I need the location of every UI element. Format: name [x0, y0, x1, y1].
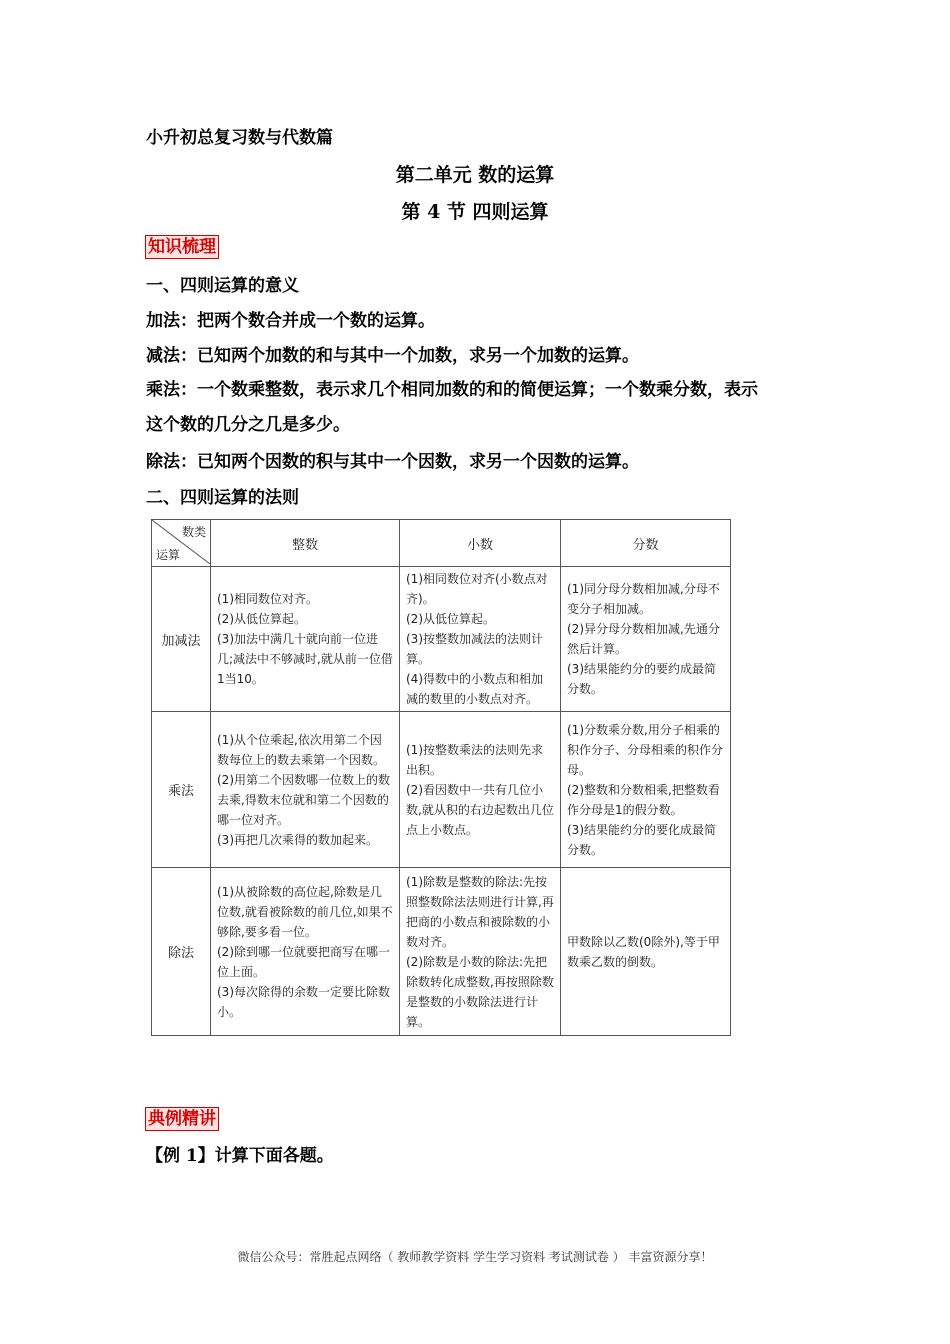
rule-item: (1)按整数乘法的法则先求出积。: [406, 742, 543, 777]
rule-item: (3)加法中满几十就向前一位进几;减法中不够减时,就从前一位借1当10。: [217, 632, 393, 686]
cell-integer: [211, 868, 400, 1036]
rule-item: (1)相同数位对齐(小数点对齐)。: [406, 572, 548, 606]
operation-rules-table: [151, 519, 731, 1036]
rule-item: (3)结果能约分的要约成最简分数。: [567, 662, 716, 696]
rule-item: (3)再把几次乘得的数加起来。: [217, 832, 378, 847]
cell-decimal: [400, 712, 561, 868]
unit-title: 第二单元 数的运算: [395, 164, 555, 186]
multiplication-definition-line1: 乘法：一个数乘整数，表示求几个相同加数的和的简便运算；一个数乘分数，表示: [146, 380, 758, 400]
multiplication-definition-line2: 这个数的几分之几是多少。: [146, 415, 350, 435]
subtraction-definition: 减法：已知两个加数的和与其中一个加数，求另一个加数的运算。: [146, 346, 639, 366]
cell-decimal: [400, 868, 561, 1036]
table-row: [152, 567, 731, 712]
table-corner-cell: [152, 520, 211, 567]
cell-integer: [211, 567, 400, 712]
row-label: 除法: [152, 868, 211, 1036]
rule-item: 甲数除以乙数(0除外),等于甲数乘乙数的倒数。: [567, 934, 720, 969]
tag-worked-examples: 典例精讲: [145, 1107, 219, 1131]
rule-item: (2)从低位算起。: [406, 612, 495, 626]
column-header-decimal: 小数: [400, 520, 561, 567]
table-header-row: [152, 520, 731, 567]
heading-meaning: 一、四则运算的意义: [146, 276, 299, 296]
rule-item: (2)除到哪一位就要把商写在哪一位上面。: [217, 944, 390, 979]
rule-item: (2)从低位算起。: [217, 612, 306, 626]
cell-fraction: [561, 567, 731, 712]
corner-label-number-type: 数类: [181, 525, 206, 539]
cell-decimal: [400, 567, 561, 712]
heading-rules: 二、四则运算的法则: [146, 488, 299, 508]
row-label: 加减法: [152, 567, 211, 712]
page-footer: 微信公众号：常胜起点网络（ 教师教学资料 学生学习资料 考试测试卷 ） 丰富资源分享！: [237, 1250, 713, 1264]
table-row: [152, 868, 731, 1036]
rule-item: (1)从个位乘起,依次用第二个因数每位上的数去乘第一个因数。: [217, 732, 386, 767]
rule-item: (1)从被除数的高位起,除数是几位数,就看被除数的前几位,如果不够除,要多看一位。: [217, 884, 393, 939]
rule-item: (1)分数乘分数,用分子相乘的积作分子、分母相乘的积作分母。: [567, 722, 724, 777]
rule-item: (2)除数是小数的除法:先把除数转化成整数,再按照除数是整数的小数除法进行计算。: [406, 954, 554, 1029]
rule-item: (1)相同数位对齐。: [217, 592, 318, 606]
rule-item: (3)按整数加减法的法则计算。: [406, 632, 543, 666]
rule-item: (3)每次除得的余数一定要比除数小。: [217, 984, 390, 1019]
rule-item: (2)异分母分数相加减,先通分然后计算。: [567, 622, 720, 656]
cell-fraction: [561, 868, 731, 1036]
tag-knowledge-review: 知识梳理: [145, 235, 219, 259]
rule-item: (2)用第二个因数哪一位数上的数去乘,得数末位就和第二个因数的哪一位对齐。: [217, 772, 390, 827]
cell-integer: [211, 712, 400, 868]
section-title: 第 4 节 四则运算: [401, 201, 549, 223]
table-row: [152, 712, 731, 868]
rule-item: (3)结果能约分的要化成最简分数。: [567, 822, 716, 857]
addition-definition: 加法：把两个数合并成一个数的运算。: [146, 311, 435, 331]
example-1-prompt: 【例 1】计算下面各题。: [146, 1146, 334, 1166]
document-header: 小升初总复习数与代数篇: [146, 128, 333, 148]
corner-label-operation: 运算: [156, 548, 181, 562]
rule-item: (1)同分母分数相加减,分母不变分子相加减。: [567, 582, 720, 616]
rule-item: (2)看因数中一共有几位小数,就从积的右边起数出几位点上小数点。: [406, 782, 554, 837]
cell-fraction: [561, 712, 731, 868]
rule-item: (2)整数和分数相乘,把整数看作分母是1的假分数。: [567, 782, 720, 817]
column-header-fraction: 分数: [561, 520, 731, 567]
division-definition: 除法：已知两个因数的积与其中一个因数，求另一个因数的运算。: [146, 452, 639, 472]
row-label: 乘法: [152, 712, 211, 868]
rule-item: (4)得数中的小数点和相加减的数里的小数点对齐。: [406, 672, 543, 706]
column-header-integer: 整数: [211, 520, 400, 567]
rule-item: (1)除数是整数的除法:先按照整数除法法则进行计算,再把商的小数点和被除数的小数对齐。: [406, 874, 554, 949]
